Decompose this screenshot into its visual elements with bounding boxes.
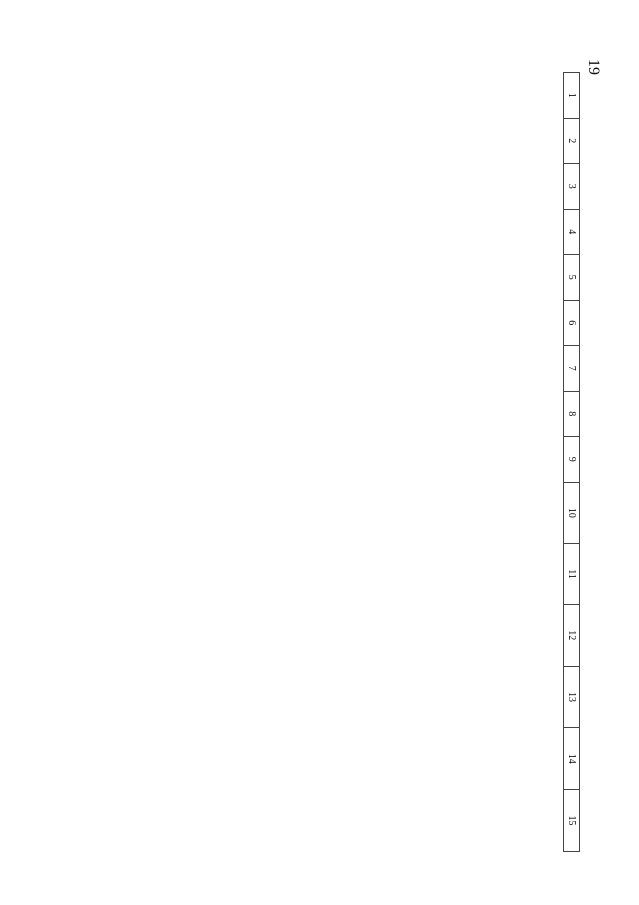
page-number: 19 bbox=[585, 59, 602, 75]
rotated-table bbox=[105, 72, 580, 852]
table-header-cell: 9 bbox=[564, 437, 580, 483]
table-header-cell: 11 bbox=[564, 544, 580, 605]
table-header-cell: 13 bbox=[564, 666, 580, 728]
data-table bbox=[563, 72, 580, 852]
table-header-cell: 2 bbox=[564, 118, 580, 164]
table-header-cell: 7 bbox=[564, 346, 580, 392]
table-header-cell: 3 bbox=[564, 164, 580, 210]
table-header-row bbox=[564, 73, 580, 852]
table-header-cell: 10 bbox=[564, 482, 580, 544]
table-header-cell: 14 bbox=[564, 728, 580, 790]
table-header-cell: 4 bbox=[564, 209, 580, 255]
table-header-cell: 15 bbox=[564, 790, 580, 852]
table-header-cell: 12 bbox=[564, 604, 580, 666]
rotated-table-wrap bbox=[105, 72, 580, 852]
table-header-cell: 8 bbox=[564, 391, 580, 437]
table-header-cell: 6 bbox=[564, 300, 580, 346]
table-header-cell: 1 bbox=[564, 73, 580, 119]
table-header-cell: 5 bbox=[564, 255, 580, 301]
